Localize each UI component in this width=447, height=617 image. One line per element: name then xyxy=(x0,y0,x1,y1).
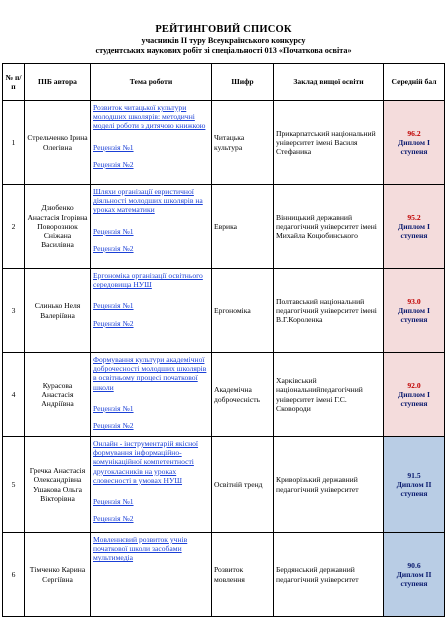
row-score: 93.0 xyxy=(407,296,421,306)
row-institution: Криворізький державний педагогічний університет xyxy=(274,437,384,533)
row-score: 95.2 xyxy=(407,212,421,222)
row-topic-cell xyxy=(91,533,212,617)
document-subtitle-line-1: учасників ІІ туру Всеукраїнського конкурсу xyxy=(141,36,306,45)
row-code: Ергономіка xyxy=(212,269,274,353)
document-header xyxy=(0,24,447,56)
table-row xyxy=(3,269,445,353)
review-1-link[interactable]: Рецензія №1 xyxy=(93,497,134,507)
column-header-author: ПІБ автора xyxy=(25,64,91,101)
review-1-link[interactable]: Рецензія №1 xyxy=(93,403,134,413)
review-1-link[interactable]: Рецензія №1 xyxy=(93,226,134,236)
row-institution: Бердянський державний педагогічний університет xyxy=(274,533,384,617)
review-2-link[interactable]: Рецензія №2 xyxy=(93,159,134,169)
row-diploma: Диплом І ступеня xyxy=(398,137,430,157)
row-topic-cell xyxy=(91,269,212,353)
row-author: Тімченко Карина Сергіївна xyxy=(25,533,91,617)
row-score: 91.5 xyxy=(407,470,421,480)
row-score: 90.6 xyxy=(407,560,421,570)
row-topic-cell xyxy=(91,437,212,533)
row-code: Освітній тренд xyxy=(212,437,274,533)
row-code: Читацька культура xyxy=(212,101,274,185)
row-code: Академічна доброчесність xyxy=(212,353,274,437)
document-title: РЕЙТИНГОВИЙ СПИСОК xyxy=(155,24,292,35)
column-header-score: Середній бал xyxy=(384,64,445,101)
table-row xyxy=(3,533,445,617)
row-topic-cell xyxy=(91,185,212,269)
column-header-num: № п/п xyxy=(3,64,25,101)
row-topic-cell xyxy=(91,101,212,185)
table-header-row xyxy=(3,64,445,101)
table-row xyxy=(3,185,445,269)
row-author: Стрельченко Ірина Олегівна xyxy=(25,101,91,185)
row-num: 2 xyxy=(3,185,25,269)
row-author: Курасова Анастасія Андріївна xyxy=(25,353,91,437)
row-author: Гречка Анастасія Олександрівна Ушакова Ольга Вікторівна xyxy=(25,437,91,533)
table-row xyxy=(3,353,445,437)
row-institution: Полтавський національний педагогічний університет імені В.Г.Короленка xyxy=(274,269,384,353)
review-1-link[interactable]: Рецензія №1 xyxy=(93,301,134,311)
topic-link[interactable]: Ергономіка організації освітнього середовища НУШ xyxy=(93,271,203,290)
row-num: 6 xyxy=(3,533,25,617)
column-header-institution: Заклад вищої освіти xyxy=(274,64,384,101)
row-score-cell xyxy=(384,101,445,185)
row-score-cell xyxy=(384,185,445,269)
row-diploma: Диплом І ступеня xyxy=(398,221,430,241)
row-code: Еврика xyxy=(212,185,274,269)
row-institution: Харківський національнийпедагогічний університет імені Г.С. Сковороди xyxy=(274,353,384,437)
row-score-cell xyxy=(384,269,445,353)
row-score-cell xyxy=(384,533,445,617)
review-2-link[interactable]: Рецензія №2 xyxy=(93,243,134,253)
review-1-link[interactable]: Рецензія №1 xyxy=(93,142,134,152)
row-diploma: Диплом І ступеня xyxy=(398,305,430,325)
row-num: 3 xyxy=(3,269,25,353)
row-score: 92.0 xyxy=(407,380,421,390)
row-code: Розвиток мовлення xyxy=(212,533,274,617)
topic-link[interactable]: Розвиток читацької культури молодших школярів: методичні моделі роботи з дитячою книжкою xyxy=(93,103,206,131)
row-num: 1 xyxy=(3,101,25,185)
row-score-cell xyxy=(384,437,445,533)
topic-link[interactable]: Шляхи організації евристичної діяльності молодших школярів на уроках математики xyxy=(93,187,203,215)
topic-link[interactable]: Мовленнєвий розвиток учнів початкової школи засобами мультимедіа xyxy=(93,535,188,563)
row-institution: Вінницький державний педагогічний університет імені Михайла Коцюбинського xyxy=(274,185,384,269)
row-score: 96.2 xyxy=(407,128,421,138)
document-subtitle-line-2: студентських наукових робіт зі спеціальності 013 «Початкова освіта» xyxy=(95,46,352,55)
row-author: Слинько Неля Валеріївна xyxy=(25,269,91,353)
review-2-link[interactable]: Рецензія №2 xyxy=(93,421,134,431)
table-row xyxy=(3,437,445,533)
table-row xyxy=(3,101,445,185)
row-diploma: Диплом ІІ ступеня xyxy=(396,569,432,589)
row-diploma: Диплом ІІ ступеня xyxy=(396,479,432,499)
topic-link[interactable]: Формування культури академічної доброчесності молодших школярів в освітньому процесі початкової школи xyxy=(93,355,207,392)
row-topic-cell xyxy=(91,353,212,437)
row-diploma: Диплом І ступеня xyxy=(398,389,430,409)
topic-link[interactable]: Онлайн - інструментарій якісної формування інформаційно-комунікаційної компетентності другокласників на уроках словесності в умовах НУШ xyxy=(93,439,199,485)
row-num: 4 xyxy=(3,353,25,437)
row-author: Дзюбенко Анастасія Ігорівна Поворознюк Сніжана Василівна xyxy=(25,185,91,269)
column-header-topic: Тема роботи xyxy=(91,64,212,101)
column-header-code: Шифр xyxy=(212,64,274,101)
review-2-link[interactable]: Рецензія №2 xyxy=(93,318,134,328)
rating-table xyxy=(2,63,445,617)
row-score-cell xyxy=(384,353,445,437)
row-num: 5 xyxy=(3,437,25,533)
row-institution: Прикарпатський національний університет імені Василя Стефаника xyxy=(274,101,384,185)
review-2-link[interactable]: Рецензія №2 xyxy=(93,514,134,524)
